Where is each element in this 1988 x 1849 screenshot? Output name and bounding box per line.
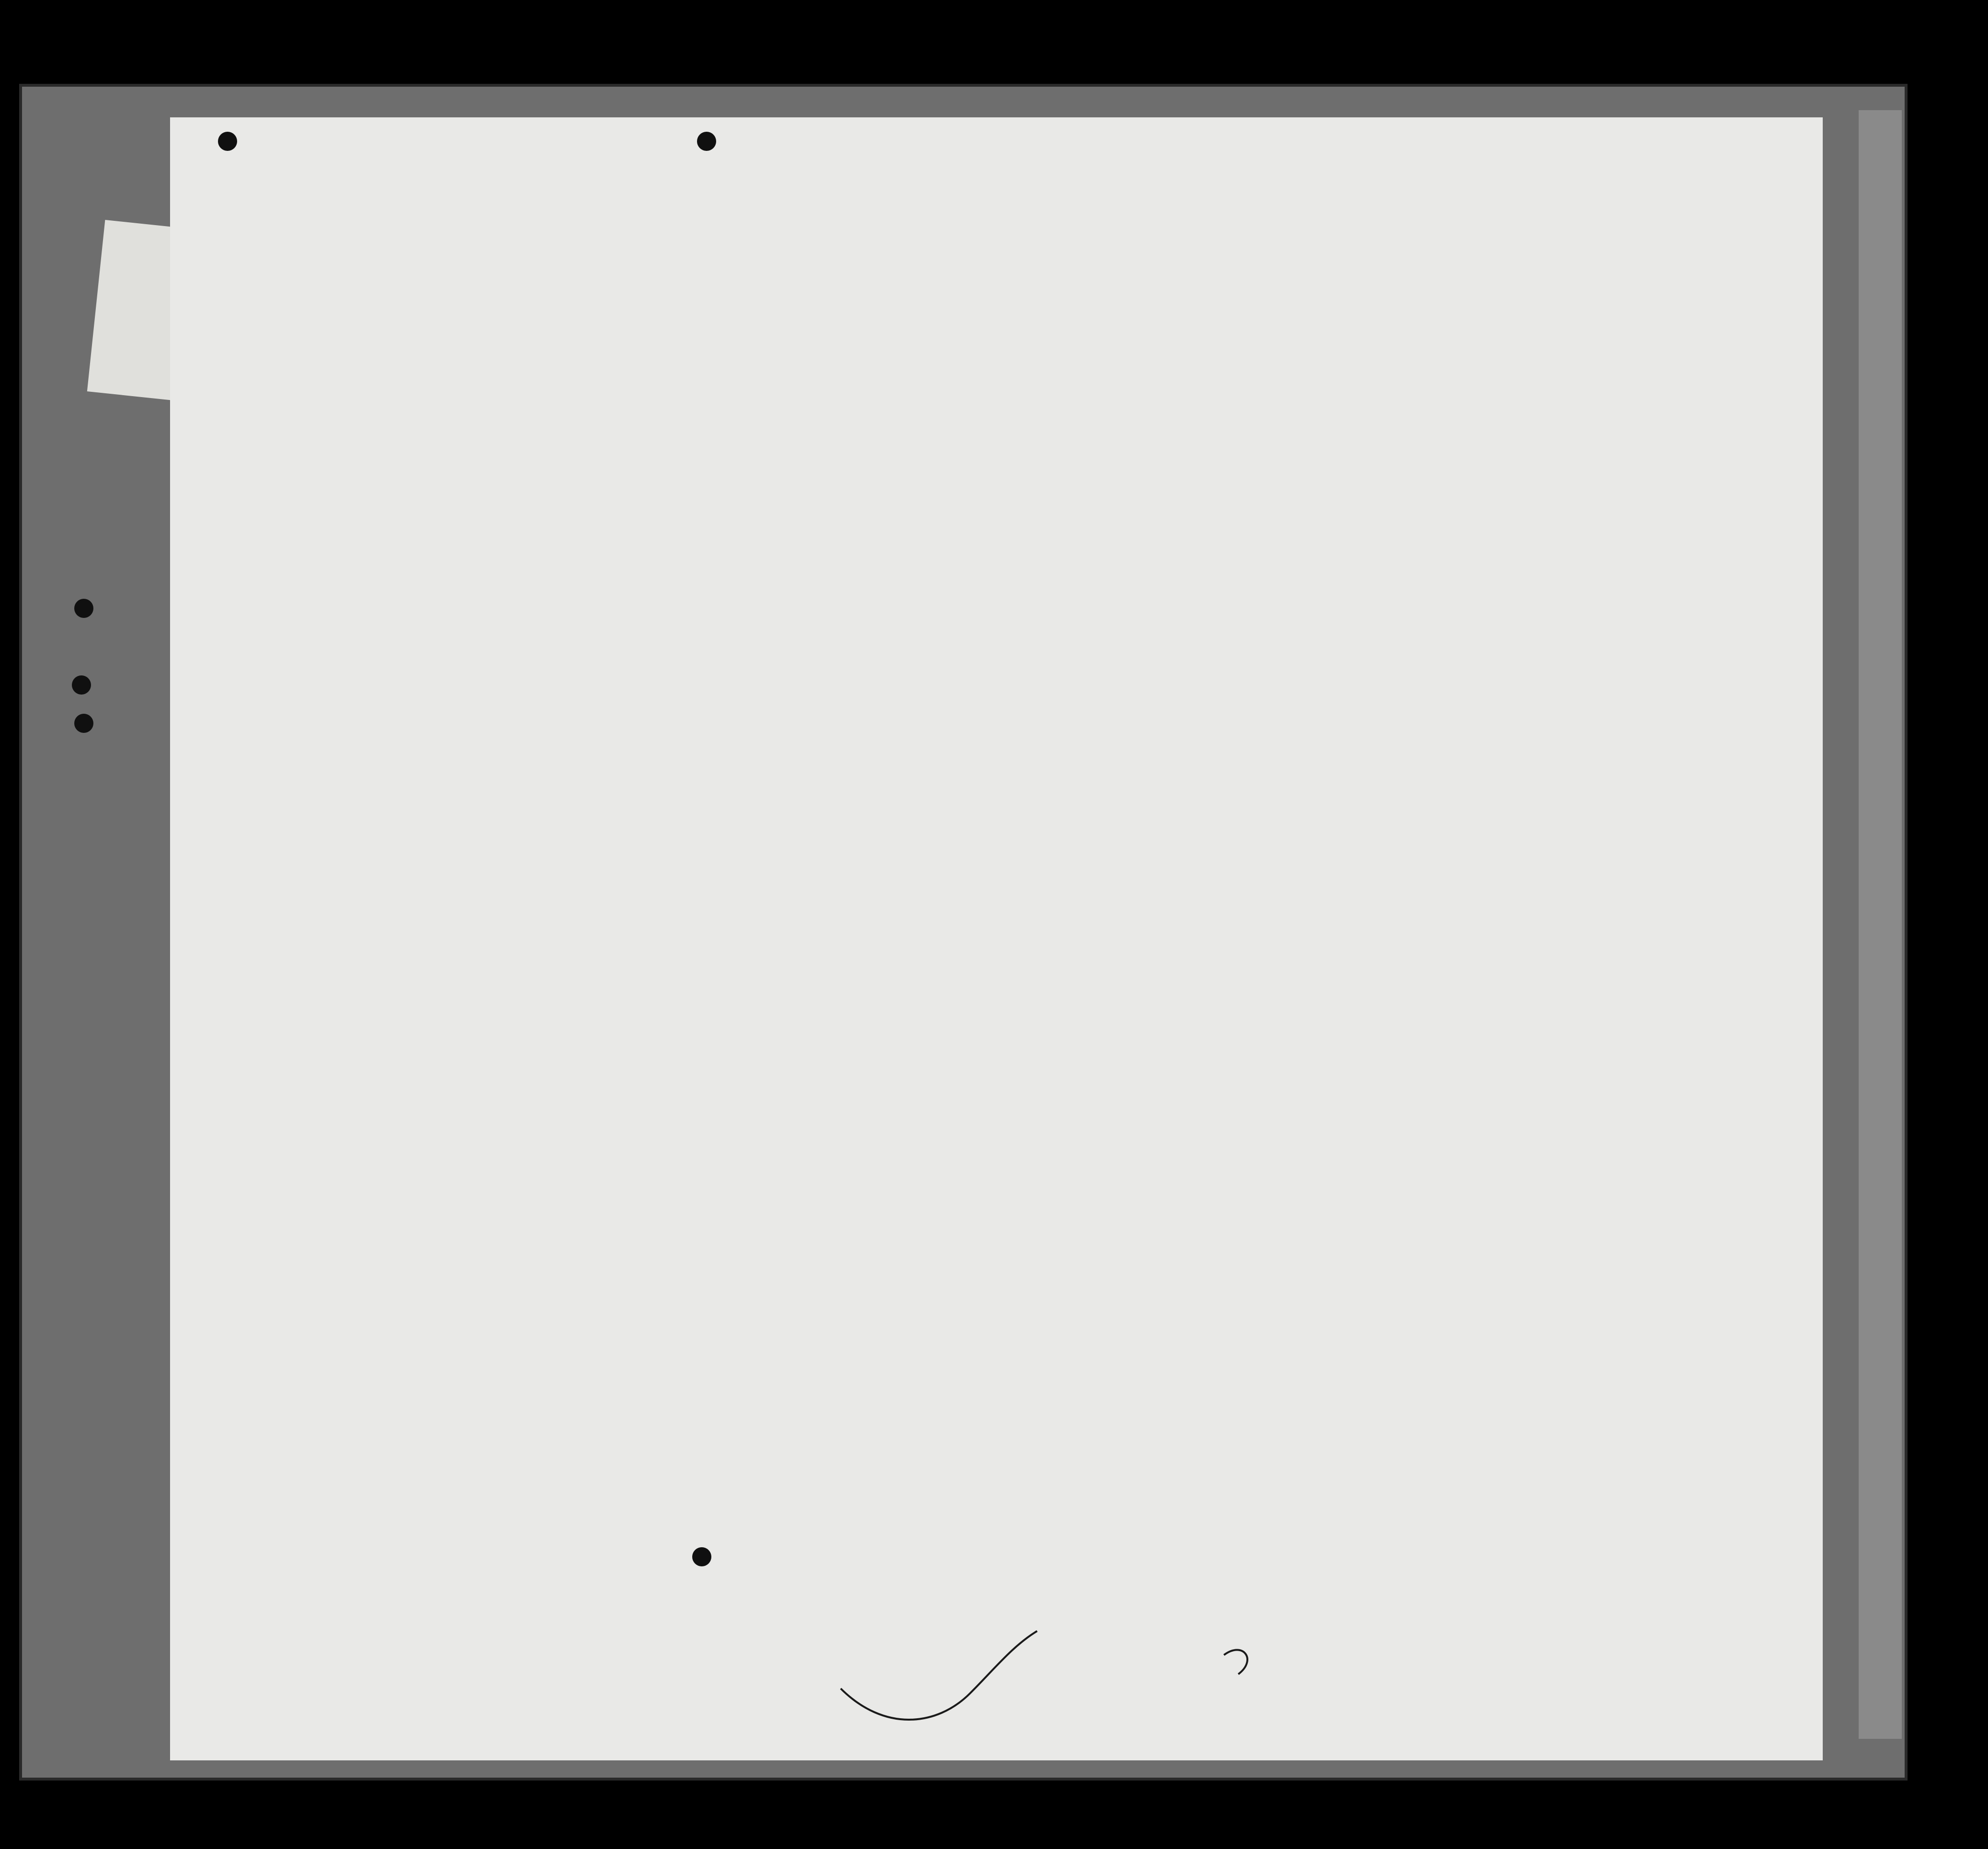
signature-tail xyxy=(1224,1650,1247,1674)
signature-flourish xyxy=(841,1631,1037,1720)
backing-edge xyxy=(1859,110,1902,1739)
binder-hole xyxy=(74,599,93,618)
binder-hole xyxy=(74,714,93,733)
inspector-signature xyxy=(812,1574,1315,1736)
binder-hole xyxy=(697,132,716,151)
binder-hole xyxy=(692,1547,711,1566)
manifest-sheet xyxy=(170,117,1823,1760)
binder-hole xyxy=(72,675,91,695)
binder-hole xyxy=(218,132,237,151)
ruled-grid xyxy=(170,117,1823,1760)
